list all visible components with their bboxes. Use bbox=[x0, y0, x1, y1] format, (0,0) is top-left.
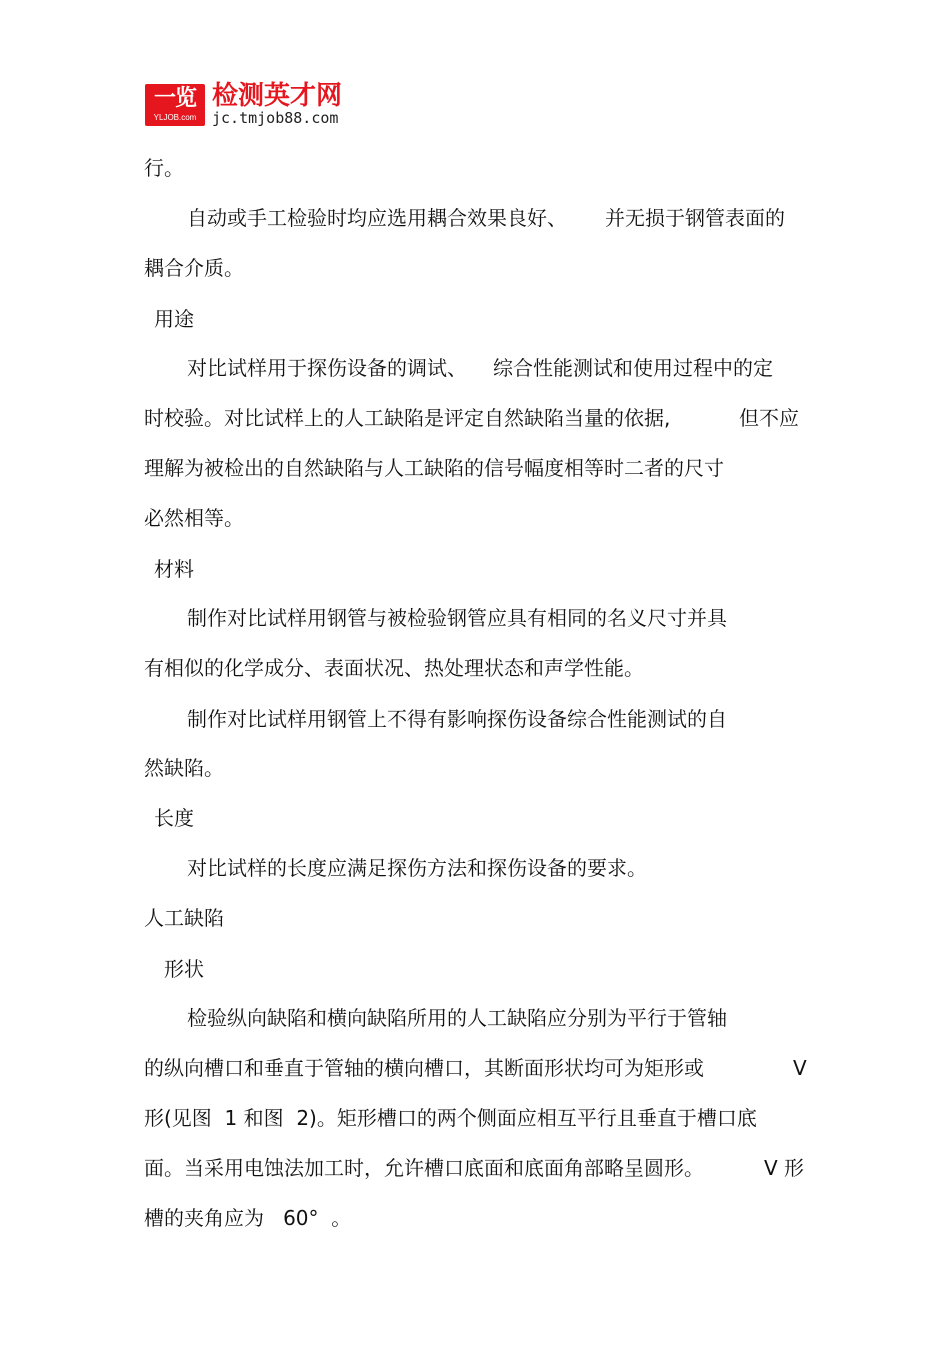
text-line: 检验纵向缺陷和横向缺陷所用的人工缺陷应分别为平行于管轴 bbox=[187, 1006, 727, 1030]
text-line: 的纵向槽口和垂直于管轴的横向槽口，其断面形状均可为矩形或 bbox=[144, 1056, 704, 1080]
text-line: 自动或手工检验时均应选用耦合效果良好、 bbox=[187, 206, 567, 230]
site-logo bbox=[145, 82, 355, 128]
text-line: 对比试样的长度应满足探伤方法和探伤设备的要求。 bbox=[187, 856, 647, 880]
text-line: V 形 bbox=[764, 1156, 805, 1180]
text-line: 然缺陷。 bbox=[144, 756, 224, 780]
text-line: 行。 bbox=[144, 156, 184, 180]
section-heading: 材料 bbox=[154, 557, 194, 581]
section-heading: 长度 bbox=[154, 806, 194, 830]
text-line: 形(见图 1 和图 2)。矩形槽口的两个侧面应相互平行且垂直于槽口底 bbox=[144, 1106, 757, 1130]
text-line: 槽的夹角应为 60° 。 bbox=[144, 1206, 352, 1230]
text-line: 并无损于钢管表面的 bbox=[605, 206, 785, 230]
section-heading: 人工缺陷 bbox=[144, 906, 224, 930]
text-line: 耦合介质。 bbox=[144, 256, 244, 280]
text-line: 对比试样用于探伤设备的调试、 bbox=[187, 356, 467, 380]
text-line: 但不应 bbox=[739, 406, 799, 430]
logo-title: 检测英才网 bbox=[212, 81, 343, 111]
text-line: 必然相等。 bbox=[144, 506, 244, 530]
subsection-heading: 形状 bbox=[164, 957, 204, 981]
text-line: 制作对比试样用钢管上不得有影响探伤设备综合性能测试的自 bbox=[187, 707, 727, 731]
text-line: 综合性能测试和使用过程中的定 bbox=[493, 356, 773, 380]
section-heading: 用途 bbox=[154, 307, 194, 331]
text-line: 理解为被检出的自然缺陷与人工缺陷的信号幅度相等时二者的尺寸 bbox=[144, 456, 724, 480]
logo-badge-text: 一览 bbox=[153, 86, 196, 111]
text-line: 有相似的化学成分、表面状况、热处理状态和声学性能。 bbox=[144, 656, 644, 680]
logo-url: jc.tmjob88.com bbox=[212, 109, 339, 127]
logo-badge-subtext: YLJOB.com bbox=[153, 113, 197, 122]
text-line: 时校验。对比试样上的人工缺陷是评定自然缺陷当量的依据, bbox=[144, 406, 671, 430]
text-line: 制作对比试样用钢管与被检验钢管应具有相同的名义尺寸并具 bbox=[187, 606, 727, 630]
logo-badge bbox=[145, 84, 205, 126]
text-line: 面。当采用电蚀法加工时，允许槽口底面和底面角部略呈圆形。 bbox=[144, 1156, 704, 1180]
text-line: V bbox=[793, 1056, 807, 1080]
